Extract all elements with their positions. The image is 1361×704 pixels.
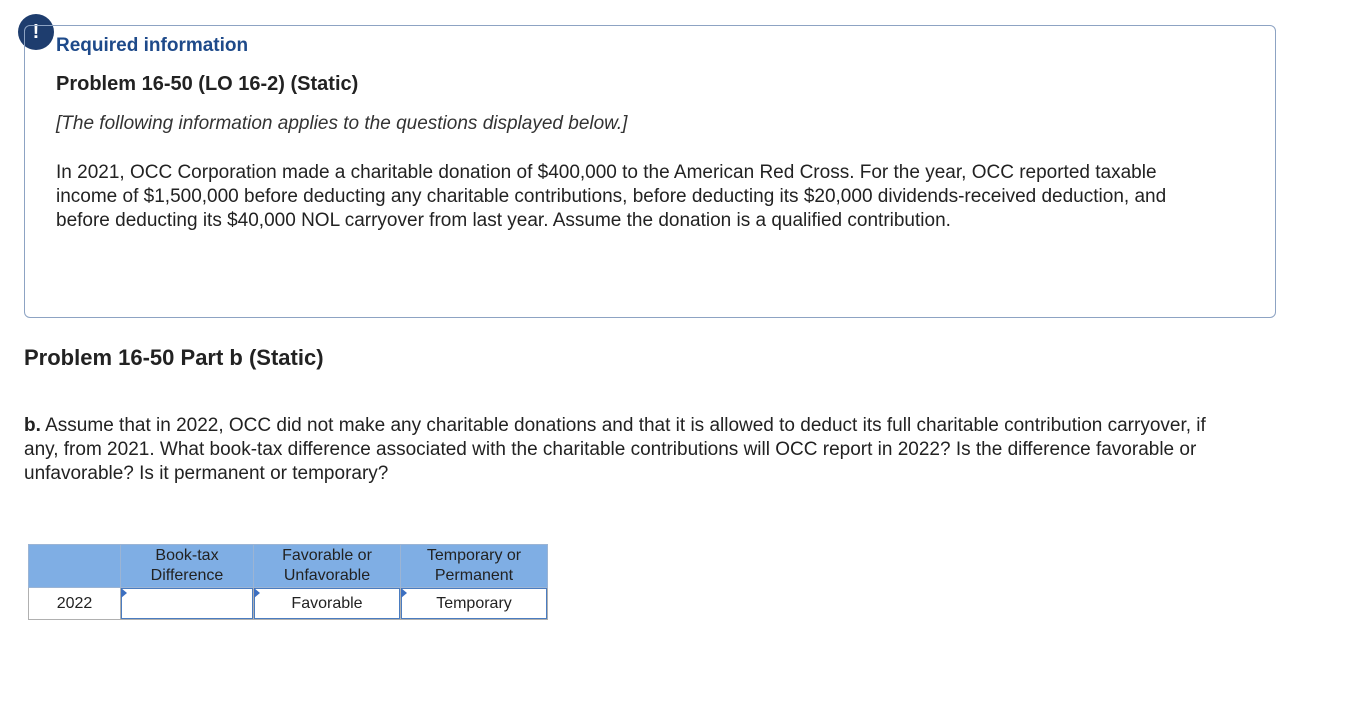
info-note: [The following information applies to the questions displayed below.] [56, 113, 628, 134]
question-text [24, 414, 1239, 486]
answer-table [28, 544, 548, 620]
input-flag-icon [121, 588, 127, 598]
header-favorable-unfavorable: Favorable or Unfavorable [254, 545, 401, 588]
favorable-cell [254, 588, 401, 620]
part-title: Problem 16-50 Part b (Static) [24, 345, 324, 370]
header-year [29, 545, 121, 588]
select-flag-icon [254, 588, 260, 598]
alert-icon: ! [18, 14, 54, 50]
table-row [29, 588, 548, 620]
row-year: 2022 [29, 588, 121, 620]
header-temporary-permanent: Temporary or Permanent [401, 545, 548, 588]
question-body: Assume that in 2022, OCC did not make any charitable donations and that it is allowed to deduct its full charitable contribution carryover, if any, from 2021. What book-tax difference associated with the charitable contributions will OCC report in 2022? Is the difference favorable or unfavorable? Is it permanent or temporary? [24, 415, 1206, 484]
book-tax-difference-cell [121, 588, 254, 620]
favorable-select[interactable]: Favorable [254, 588, 400, 619]
book-tax-difference-input[interactable] [121, 588, 253, 619]
info-paragraph: In 2021, OCC Corporation made a charitable donation of $400,000 to the American Red Cross. For the year, OCC reported taxable income of $1,500,000 before deducting any charitable contributions, before deducting its $20,000 dividends-received deduction, and before deducting its $40,000 NOL carryover from last year. Assume the donation is a qualified contribution. [56, 162, 1167, 231]
temporary-cell [401, 588, 548, 620]
problem-title: Problem 16-50 (LO 16-2) (Static) [56, 73, 359, 95]
header-book-tax-difference: Book-tax Difference [121, 545, 254, 588]
temporary-select[interactable]: Temporary [401, 588, 547, 619]
table-header-row [29, 545, 548, 588]
required-info-label: Required information [56, 35, 249, 56]
select-flag-icon [401, 588, 407, 598]
question-prefix: b. [24, 415, 41, 436]
